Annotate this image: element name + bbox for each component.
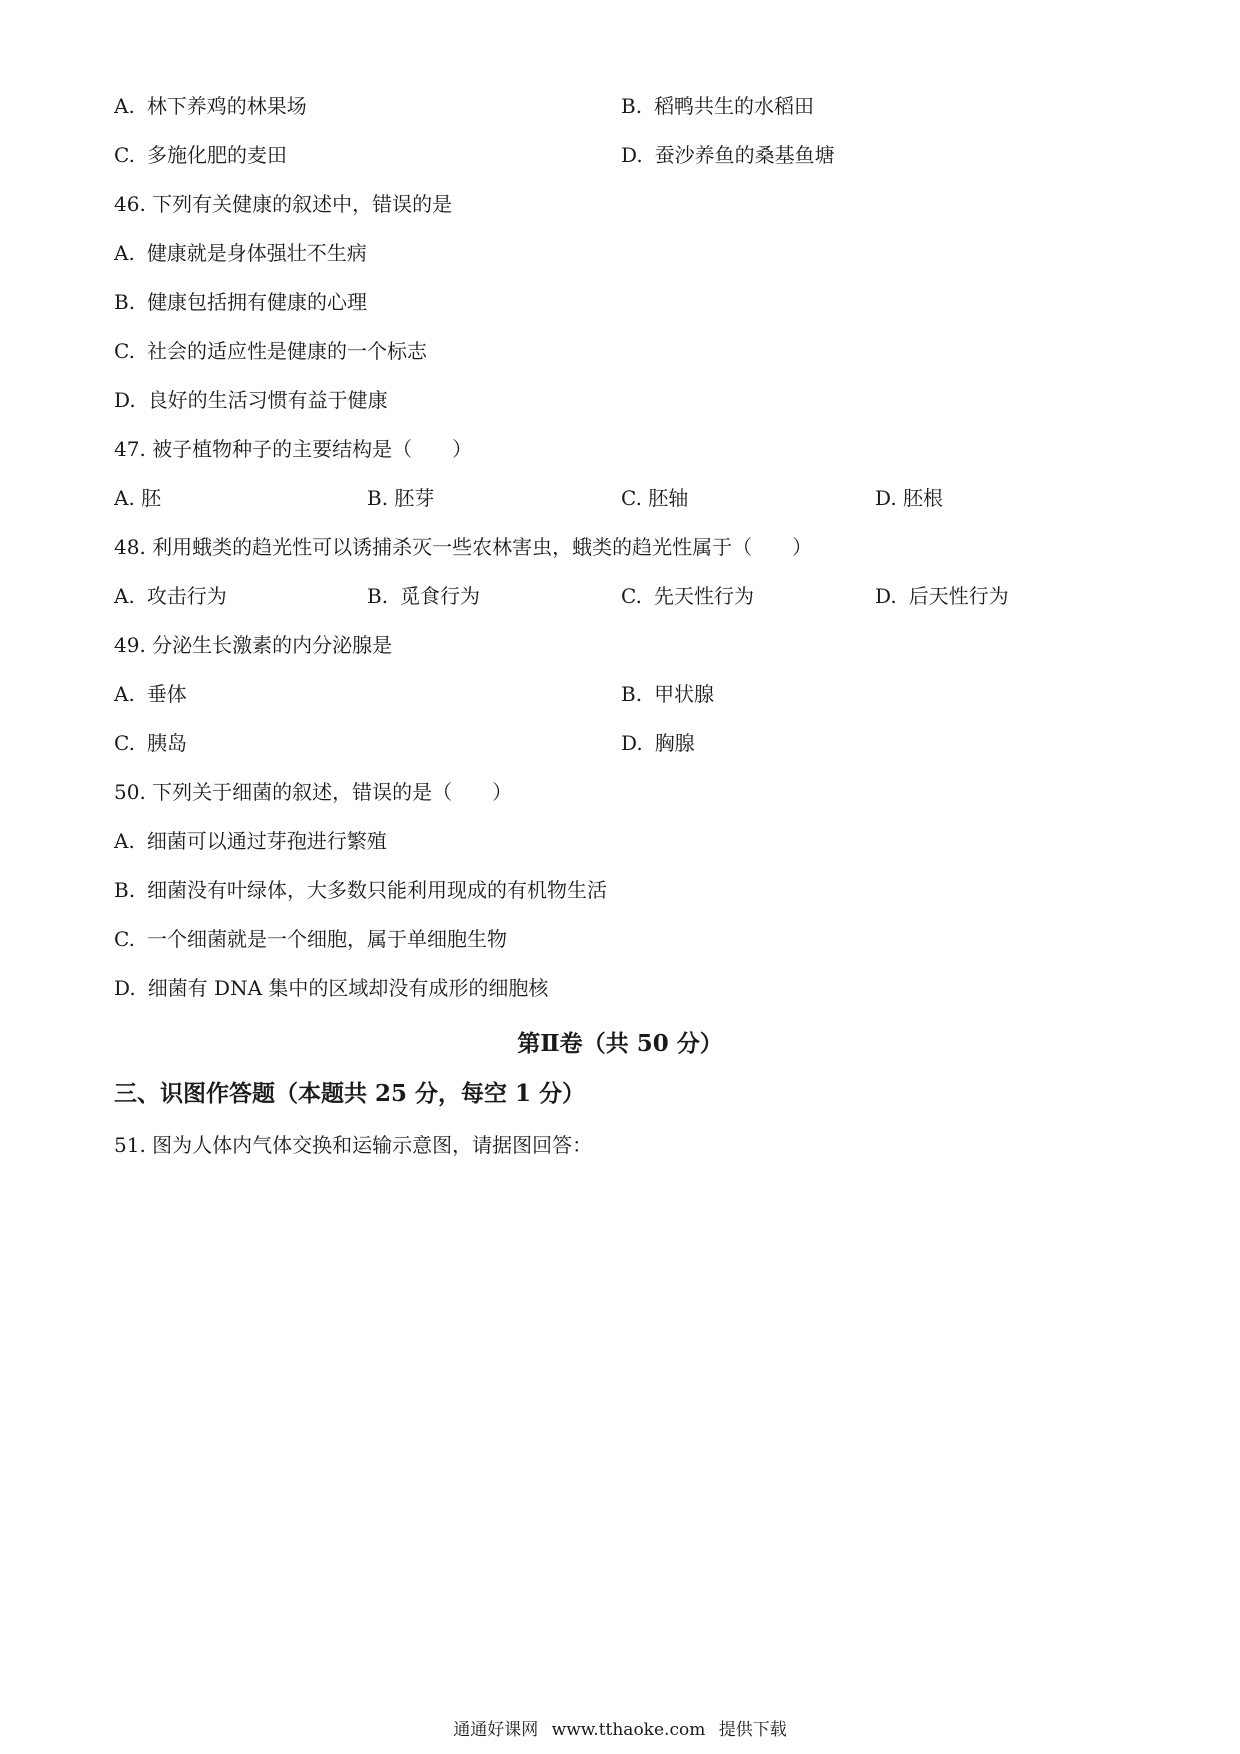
q45-option-c xyxy=(114,141,287,169)
q50-option-c xyxy=(114,925,507,953)
option-text: 蚕沙养鱼的桑基鱼塘 xyxy=(654,143,835,167)
q48-option-a xyxy=(114,582,227,610)
option-label: A. xyxy=(114,584,135,608)
option-text: 后天性行为 xyxy=(908,584,1009,608)
q45-options-row-2 xyxy=(114,141,1134,169)
option-text: 健康包括拥有健康的心理 xyxy=(147,290,368,314)
option-text: 先天性行为 xyxy=(653,584,754,608)
q47-option-d: D. 胚根 xyxy=(875,486,944,510)
q50-option-b xyxy=(114,876,607,904)
option-label: A. xyxy=(114,829,135,853)
q48-option-c xyxy=(621,582,754,610)
option-label: D. xyxy=(621,143,643,167)
option-text: 细菌有 DNA 集中的区域却没有成形的细胞核 xyxy=(147,976,549,1000)
option-label: B. xyxy=(621,94,643,118)
option-label: B. xyxy=(621,682,643,706)
option-label: C. xyxy=(114,731,135,755)
part-2-title: 第Ⅱ卷（共 50 分） xyxy=(517,1030,723,1057)
q50-option-a xyxy=(114,827,387,855)
option-label: B. xyxy=(367,584,389,608)
q48-option-d xyxy=(875,582,1009,610)
option-text: 胰岛 xyxy=(146,731,187,755)
option-text: 胸腺 xyxy=(654,731,695,755)
option-label: A. xyxy=(114,94,135,118)
option-label: C. xyxy=(114,143,135,167)
q49-option-d xyxy=(621,729,695,757)
q46-option-a xyxy=(114,239,367,267)
option-label: B. xyxy=(114,290,136,314)
option-text: 良好的生活习惯有益于健康 xyxy=(147,388,388,412)
q45-option-a xyxy=(114,92,307,120)
option-label: D. xyxy=(875,584,897,608)
option-text: 细菌可以通过芽孢进行繁殖 xyxy=(146,829,387,853)
option-text: 多施化肥的麦田 xyxy=(146,143,287,167)
q47-option-b: B. 胚芽 xyxy=(367,486,435,510)
q46-stem: 46. 下列有关健康的叙述中，错误的是 xyxy=(114,192,453,216)
footer-suffix: 提供下载 xyxy=(718,1720,787,1740)
option-label: A. xyxy=(114,241,135,265)
q49-option-a xyxy=(114,680,187,708)
q50-option-d xyxy=(114,974,548,1002)
q48-option-b xyxy=(367,582,480,610)
q45-options-row-1 xyxy=(114,92,1134,120)
q48-options-row xyxy=(114,582,1134,610)
footer-site-name: 通通好课网 xyxy=(453,1720,539,1740)
option-label: D. xyxy=(114,388,136,412)
footer-url[interactable]: www.tthaoke.com xyxy=(551,1720,706,1740)
option-text: 攻击行为 xyxy=(146,584,227,608)
page-footer xyxy=(0,1718,1240,1742)
option-text: 一个细菌就是一个细胞，属于单细胞生物 xyxy=(146,927,507,951)
q49-option-c xyxy=(114,729,187,757)
q46-option-b xyxy=(114,288,367,316)
q49-stem: 49. 分泌生长激素的内分泌腺是 xyxy=(114,633,393,657)
q47-option-a: A. 胚 xyxy=(114,486,162,510)
option-label: B. xyxy=(114,878,136,902)
option-label: D. xyxy=(114,976,136,1000)
option-text: 社会的适应性是健康的一个标志 xyxy=(146,339,427,363)
q49-options-row-1 xyxy=(114,680,1134,708)
q45-option-d xyxy=(621,141,835,169)
option-text: 甲状腺 xyxy=(654,682,715,706)
q51-stem: 51. 图为人体内气体交换和运输示意图，请据图回答： xyxy=(114,1133,593,1157)
q49-options-row-2 xyxy=(114,729,1134,757)
option-label: D. xyxy=(621,731,643,755)
section-3-heading: 三、识图作答题（本题共 25 分，每空 1 分） xyxy=(114,1080,586,1107)
option-text: 林下养鸡的林果场 xyxy=(146,94,307,118)
q47-stem: 47. 被子植物种子的主要结构是（ ） xyxy=(114,437,473,461)
q46-option-c xyxy=(114,337,427,365)
option-text: 稻鸭共生的水稻田 xyxy=(654,94,815,118)
q50-stem: 50. 下列关于细菌的叙述，错误的是（ ） xyxy=(114,780,513,804)
q46-option-d xyxy=(114,386,388,414)
option-text: 细菌没有叶绿体，大多数只能利用现成的有机物生活 xyxy=(147,878,608,902)
q45-option-b xyxy=(621,92,814,120)
option-text: 觅食行为 xyxy=(400,584,481,608)
q47-options-row xyxy=(114,484,1134,512)
option-text: 垂体 xyxy=(146,682,187,706)
q47-option-c: C. 胚轴 xyxy=(621,486,689,510)
q49-option-b xyxy=(621,680,714,708)
option-label: C. xyxy=(621,584,642,608)
option-label: A. xyxy=(114,682,135,706)
q48-stem: 48. 利用蛾类的趋光性可以诱捕杀灭一些农林害虫，蛾类的趋光性属于（ ） xyxy=(114,535,813,559)
option-text: 健康就是身体强壮不生病 xyxy=(146,241,367,265)
option-label: C. xyxy=(114,339,135,363)
option-label: C. xyxy=(114,927,135,951)
